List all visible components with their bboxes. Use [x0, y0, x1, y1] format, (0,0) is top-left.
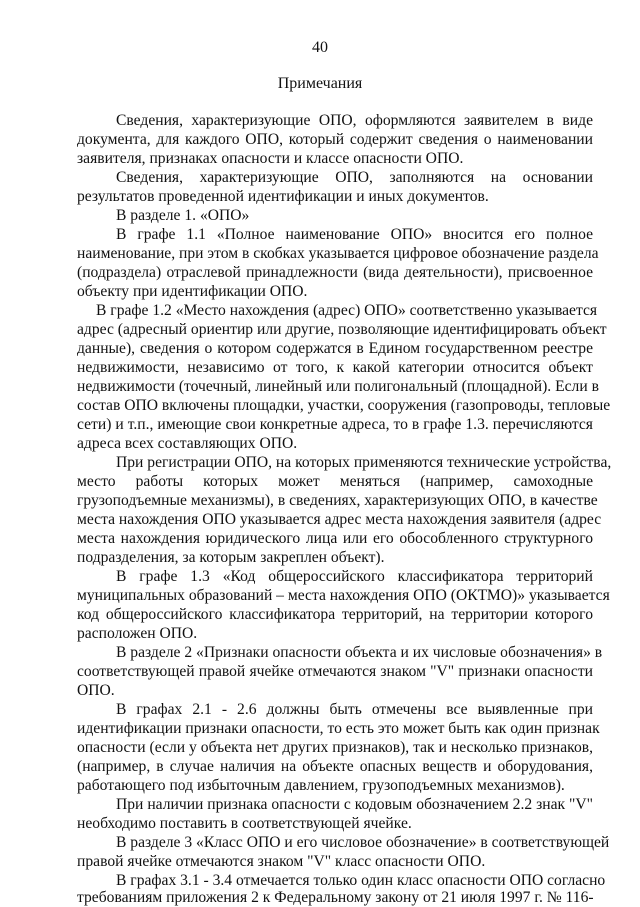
text-line: наименование, при этом в скобках указывается цифровое обозначение раздела [77, 245, 599, 262]
text-line: недвижимости, независимо от того, к какой категории относится объект [77, 359, 593, 376]
text-line: правой ячейке отмечаются знаком "V" класс опасности ОПО. [77, 853, 486, 870]
text-line: место работы которых может меняться (например, самоходные [77, 473, 593, 490]
text-line: В графах 2.1 - 2.6 должны быть отмечены все выявленные при [116, 701, 593, 718]
page-number: 40 [312, 39, 328, 56]
text-line: адрес (адресный ориентир или другие, позволяющие идентифицировать объект [77, 321, 607, 338]
text-line: требованиям приложения 2 к Федеральному закону от 21 июля 1997 г. № 116- [77, 889, 594, 906]
text-line: необходимо поставить в соответствующей ячейке. [77, 815, 412, 832]
text-line: В графе 1.3 «Код общероссийского классификатора территорий [116, 568, 593, 585]
page-title: Примечания [277, 75, 363, 92]
text-line: расположен ОПО. [77, 625, 198, 642]
text-line: код общероссийского классификатора территорий, на территории которого [77, 606, 593, 623]
text-line: При регистрации ОПО, на которых применяются технические устройства, [116, 454, 612, 471]
text-line: данные), сведения о котором содержатся в Едином государственном реестре [77, 340, 593, 357]
text-line: объекту при идентификации ОПО. [77, 283, 308, 300]
text-line: адреса всех составляющих ОПО. [77, 435, 298, 452]
text-line: грузоподъемные механизмы), в сведениях, характеризующих ОПО, в качестве [77, 492, 598, 509]
text-line: В графе 1.2 «Место нахождения (адрес) ОПО» соответственно указывается [96, 302, 598, 319]
text-line: места нахождения юридического лица или его обособленного структурного [77, 530, 593, 547]
text-line: сети) и т.п., имеющие свои конкретные адреса, то в графе 1.3. перечисляются [77, 416, 593, 433]
text-line: ОПО. [77, 682, 115, 699]
text-line: недвижимости (точечный, линейный или полигональный (площадной). Если в [77, 378, 599, 395]
text-line: В графах 3.1 - 3.4 отмечается только один класс опасности ОПО согласно [116, 872, 606, 889]
text-line: Сведения, характеризующие ОПО, оформляются заявителем в виде [116, 112, 593, 129]
text-line: В разделе 2 «Признаки опасности объекта и их числовые обозначения» в [116, 644, 603, 661]
text-line: В разделе 1. «ОПО» [116, 207, 250, 224]
text-line: идентификации признаки опасности, то есть это может быть как один признак [77, 720, 600, 737]
text-line: результатов проведенной идентификации и иных документов. [77, 188, 489, 205]
text-line: В графе 1.1 «Полное наименование ОПО» вносится его полное [116, 226, 593, 243]
text-line: состав ОПО включены площадки, участки, сооружения (газопроводы, тепловые [77, 397, 611, 414]
text-line: (подраздела) отраслевой принадлежности (вида деятельности), присвоенное [77, 264, 593, 281]
text-line: подразделения, за которым закреплен объект). [77, 549, 385, 566]
text-line: работающего под избыточным давлением, грузоподъемных механизмов). [77, 777, 565, 794]
text-line: места нахождения ОПО указывается адрес места нахождения заявителя (адрес [77, 511, 602, 528]
text-line: Сведения, характеризующие ОПО, заполняются на основании [116, 169, 593, 186]
text-line: документа, для каждого ОПО, который содержит сведения о наименовании [77, 131, 593, 148]
text-line: При наличии признака опасности с кодовым обозначением 2.2 знак "V" [116, 796, 593, 813]
text-line: опасности (если у объекта нет других признаков), так и несколько признаков, [77, 739, 593, 756]
text-line: соответствующей правой ячейке отмечаются знаком "V" признаки опасности [77, 663, 593, 680]
text-line: В разделе 3 «Класс ОПО и его числовое обозначение» в соответствующей [116, 834, 610, 851]
text-line: (например, в случае наличия на объекте опасных веществ и оборудования, [77, 758, 593, 775]
text-line: заявителя, признаках опасности и классе опасности ОПО. [77, 150, 464, 167]
text-line: муниципальных образований – места нахождения ОПО (ОКТМО)» указывается [77, 587, 610, 604]
